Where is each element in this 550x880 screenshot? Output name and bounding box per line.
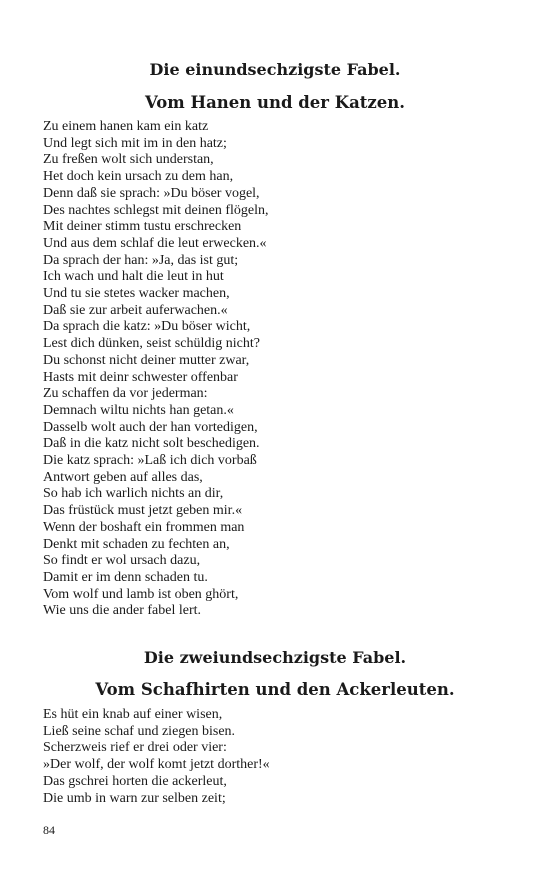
fable-62-number-heading: Die zweiundsechzigste Fabel. [143, 648, 407, 667]
verse-line: Het doch kein ursach zu dem han, [43, 169, 234, 185]
verse-line: Du schonst nicht deiner mutter zwar, [43, 352, 250, 368]
verse-line: So findt er wol ursach dazu, [43, 553, 201, 569]
verse-line: Hasts mit deinr schwester offenbar [43, 369, 238, 385]
verse-line: Zu freßen wolt sich understan, [43, 152, 214, 168]
verse-line: Das gschrei horten die ackerleut, [43, 773, 227, 789]
fable-61-title: Vom Hanen und der Katzen. [144, 93, 406, 112]
verse-line: Die umb in warn zur selben zeit; [43, 790, 226, 806]
verse-line: Das früstück must jetzt geben mir.« [43, 503, 243, 519]
verse-line: Und tu sie stetes wacker machen, [43, 286, 230, 302]
verse-line: Denn daß sie sprach: »Du böser vogel, [43, 185, 260, 201]
page-number: 84 [43, 823, 55, 837]
verse-line: Daß sie zur arbeit auferwachen.« [43, 302, 228, 318]
verse-line: Daß in die katz nicht solt beschedigen. [43, 436, 260, 452]
fable-61-number-heading: Die einundsechzigste Fabel. [149, 60, 401, 79]
verse-line: Ich wach und halt die leut in hut [43, 269, 224, 285]
verse-line: Antwort geben auf alles das, [43, 469, 203, 485]
verse-line: Und aus dem schlaf die leut erwecken.« [43, 235, 267, 251]
verse-line: Und legt sich mit im in den hatz; [43, 135, 227, 151]
verse-line: Wie uns die ander fabel lert. [43, 603, 202, 619]
verse-line: Lest dich dünken, seist schüldig nicht? [43, 336, 260, 352]
verse-line: Zu einem hanen kam ein katz [43, 119, 209, 134]
verse-line: Zu schaffen da vor jederman: [43, 386, 208, 402]
verse-line: Mit deiner stimm tustu erschrecken [43, 219, 242, 235]
verse-line: Dasselb wolt auch der han vortedigen, [43, 419, 258, 435]
verse-line: Da sprach die katz: »Du böser wicht, [43, 319, 251, 335]
verse-line: Denkt mit schaden zu fechten an, [43, 536, 230, 552]
verse-line: Ließ seine schaf und ziegen bisen. [43, 723, 236, 739]
verse-line: So hab ich warlich nichts an dir, [43, 486, 224, 502]
fable-62-title: Vom Schafhirten und den Ackerleuten. [95, 680, 455, 699]
verse-line: Es hüt ein knab auf einer wisen, [43, 707, 223, 722]
verse-line: Demnach wiltu nichts han getan.« [43, 402, 234, 418]
verse-line: Scherzweis rief er drei oder vier: [43, 740, 227, 756]
verse-line: Da sprach der han: »Ja, das ist gut; [43, 252, 239, 268]
fable-61-verse [43, 119, 523, 620]
verse-line: Vom wolf und lamb ist oben ghört, [43, 586, 239, 602]
verse-line: Wenn der boshaft ein frommen man [43, 519, 245, 535]
verse-line: »Der wolf, der wolf komt jetzt dorther!« [43, 757, 270, 773]
verse-line: Die katz sprach: »Laß ich dich vorbaß [43, 453, 257, 469]
fable-62-verse [43, 707, 523, 807]
verse-line: Damit er im denn schaden tu. [43, 569, 208, 585]
verse-line: Des nachtes schlegst mit deinen flögeln, [43, 202, 269, 218]
